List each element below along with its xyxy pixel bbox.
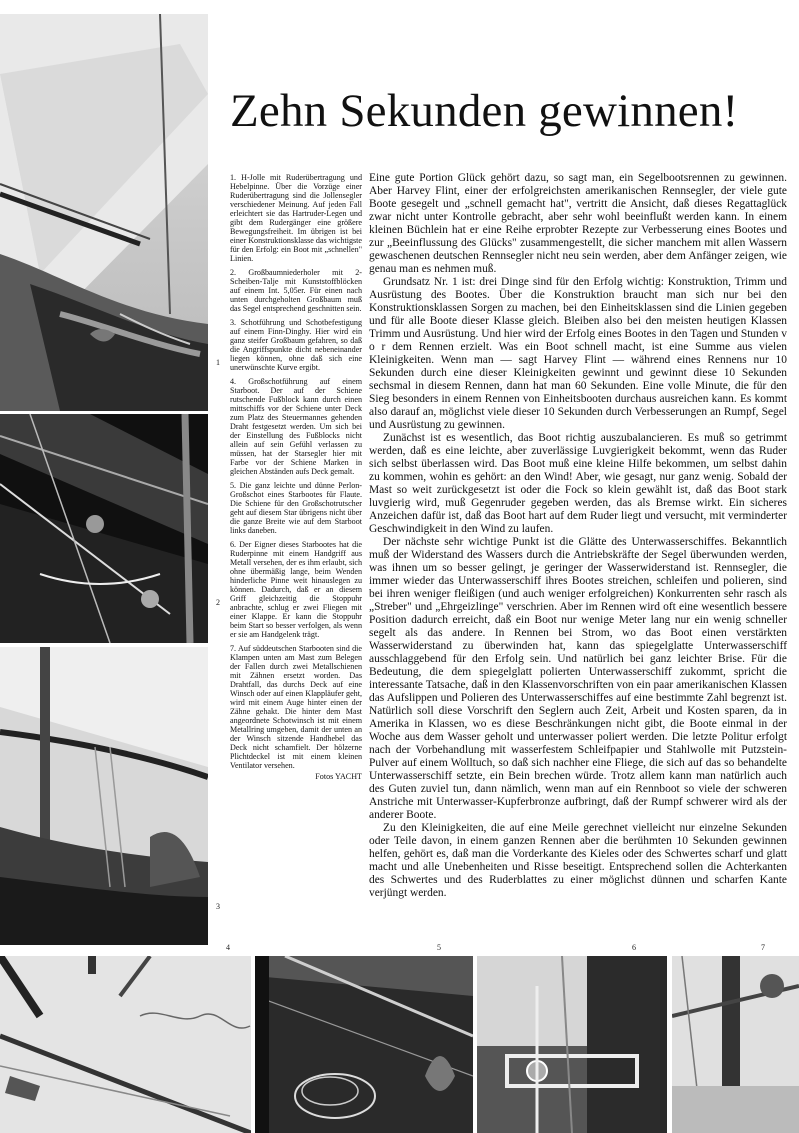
article-title: Zehn Sekunden gewinnen! [230, 85, 739, 137]
photo-number-4: 4 [226, 943, 230, 952]
photo-number-5: 5 [437, 943, 441, 952]
photo-5-perlon-sheet [255, 956, 473, 1133]
photo-number-2: 2 [216, 598, 220, 607]
caption-3: 3. Schotführung und Schotbefestigung auf einem Finn-Dinghy. Hier wird ein ganz steifer Großbaum gefahren, so daß die Angriffspunkte dicht nebeneinander liegen können, ohne daß sich eine unerwünschte Kurve ergibt. [230, 318, 362, 372]
photo-1-h-jolle [0, 14, 208, 411]
caption-2: 2. Großbaumniederholer mit 2-Scheiben-Talje mit Kunststoffblöcken auf einem Int. 5,05er. Für einen nach unten durchgeholten Großbaum muß das Segel entsprechend geschnitten sein. [230, 268, 362, 313]
photo-captions [230, 173, 362, 786]
photo-number-3: 3 [216, 902, 220, 911]
body-paragraph-5: Zu den Kleinigkeiten, die auf eine Meile gerechnet vielleicht nur einzelne Sekunden oder Teile davon, in einem ganzen Rennen aber die berühmten 10 Sekunden gewinnen helfen, gehört es, daß man die Vorderkante des Kieles oder des Schwertes scharf und glatt macht und alle Unebenheiten und Risse beseitigt. Entsprechend sollen die Achterkanten des Schwertes und des Ruderblattes zu einer möglichst dünnen und scharfen Kante verjüngt werden. [369, 822, 787, 899]
caption-6: 6. Der Eigner dieses Starbootes hat die Ruderpinne mit einem Handgriff aus Metall versehen, der es ihm erlaubt, sich ohne übermäßig lange, beim Wenden hinderliche Pinne weit hinauslegen zu können. Dadurch, daß er an diesem Griff gleichzeitig die Stoppuhr anbrachte, schlug er zwei Fliegen mit einer Klappe. Er kann die Stoppuhr beim Start so besser verfolgen, als wenn er sie am Handgelenk trägt. [230, 540, 362, 639]
photo-3-finn-dinghy [0, 647, 208, 945]
photo-4-star-mainsheet [0, 956, 251, 1133]
body-paragraph-1: Eine gute Portion Glück gehört dazu, so sagt man, ein Segelbootsrennen zu gewinnen. Aber Harvey Flint, einer der erfolgreichsten amerikanischen Rennsegler, der viele gute Boote gesegelt und „schnell gemacht hat", vertritt die Ansicht, daß dieses Regattaglück zwar nicht unter Kontrolle gebracht, aber sehr wohl beeinflußt werden kann. In einem kleinen Büchlein hat er eine Reihe erprobter Rezepte zur Verbesserung eines Bootes und zur „Beeinflussung des Glücks" zusammengestellt, die sicher manchem mit allen Wassern gewaschenen deutschen Rennsegler nicht neu sein werden, aber dem Anfänger zeigen, wie genau man es nehmen muß. [369, 172, 787, 275]
body-paragraph-3: Zunächst ist es wesentlich, das Boot richtig auszubalancieren. Es muß so getrimmt werden, daß es eine leichte, aber zuverlässige Luvgierigkeit bekommt, wenn das Ruder sich selbst überlassen wird. Das Boot muß eine kleine Hilfe bekommen, um selbst dahin zu kommen, wohin es gehört: an den Wind! Aber, wie gesagt, nur ganz wenig. Sobald der Mast so weit zurückgesetzt ist oder die Fock so klein gewählt ist, daß das Boot stark luvgierig wird, muß Gegenruder gegeben werden, das als Bremse wirkt. Ein sicheres Anzeichen dafür ist, daß das Boot hart auf dem Ruder liegt und versucht, mit verminderter Geschwindigkeit in den Wind zu laufen. [369, 432, 787, 535]
photo-number-7: 7 [761, 943, 765, 952]
photo-number-1: 1 [216, 358, 220, 367]
caption-1: 1. H-Jolle mit Ruderübertragung und Hebelpinne. Über die Vorzüge einer Ruderübertragung sind die Jollensegler verschiedener Meinung. Auf jeden Fall erleichtert sie das Hartruder-Legen und gibt dem Rudergänger eine größere Bewegungsfreiheit. Im übrigen ist bei einer Konstruktionsklasse das wichtigste für den Erfolg: ein Boot mit „schnellen" Linien. [230, 173, 362, 263]
body-paragraph-4: Der nächste sehr wichtige Punkt ist die Glätte des Unterwasserschiffes. Bekanntlich muß der Widerstand des Wassers durch die Antriebskräfte der Segel überwunden werden, was ihnen um so besser gelingt, je geringer der Wasserwiderstand ist. Rennsegler, die immer wieder das Unterwasserschiff ihres Bootes streichen, schleifen und polieren, sind bei ihren weniger fleißigen (und auch weniger erfolgreichen) Konkurrenten sehr rasch als „Streber" und „Ehrgeizlinge" verschrien. Aber im Rennen wird oft eine wesentlich bessere Position dadurch erreicht, daß ein Boot nur wenige Meter lang nur ein wenig schneller segelt als das andere. In Rennen bei Strom, wo das Boot einen verstärkten Wasserwiderstand zu überwinden hat, kann das spiegelglatte Unterwasserschiff ausschlaggebend für den Erfolg sein. Und natürlich bei ganz leichter Brise. Für die Bedeutung, die dem spiegelglatt polierten Unterwasserschiff zukommt, spricht die interessante Tatsache, daß in den Klassenvorschriften von ein paar amerikanischen Klassen das Aufslippen und Polieren des Unterwasserschiffes auf eine bestimmte Zahl begrenzt ist. Natürlich soll diese Vorschrift den Seglern auch Zeit, Arbeit und Kosten sparen, da in Amerika in Klassen, wo es diese Beschränkungen nicht gibt, die Boote einmal in der Woche aus dem Wasser geholt und unterwasser poliert werden. Die letzte Politur erfolgt nach der Vorbehandlung mit wasserfestem Schleifpapier und Stahlwolle mit Putzstein-Pulver auf einem Wolltuch, so daß sich nachher eine Fliege, die sich auf das so behandelte Unterwasserschiff setzte, ein Bein brechen würde. Trotz allem kann man natürlich auch des Guten zuviel tun, dann nämlich, wenn man auf ein Rennboot so viele der schweren Anstriche mit Unterwasser-Kupferbronze aufbringt, daß der Rumpf schwerer wird als der anderer Boote. [369, 536, 787, 821]
photo-credit: Fotos YACHT [315, 772, 362, 781]
photo-2-boom-vang [0, 414, 208, 643]
photo-number-6: 6 [632, 943, 636, 952]
article-body [369, 172, 787, 900]
caption-5: 5. Die ganz leichte und dünne Perlon-Großschot eines Starbootes für Flaute. Die Schiene für den Großschotrutscher geht auf diesem Star übrigens nicht über die ganze Breite wie auf dem Starboot links daneben. [230, 481, 362, 535]
photo-7-mast-winch [672, 956, 799, 1133]
caption-4: 4. Großschotführung auf einem Starboot. Der auf der Schiene rutschende Fußblock kann durch einen mittschiffs vor der Schiene unter Deck zum Platz des Steuermannes gehenden Draht festgesetzt werden. Um sich bei der Einstellung des Fußblocks nicht allein auf sein Gefühl verlassen zu müssen, hat der Starsegler hier mit Farbe vor der Schiene Marken in gleichen Abständen aufs Deck gemalt. [230, 377, 362, 476]
photo-6-tiller-stopwatch [477, 956, 667, 1133]
caption-7: 7. Auf süddeutschen Starbooten sind die Klampen unten am Mast zum Belegen der Fallen durch zwei Metallschienen mit Zähnen ersetzt worden. Das Drahtfall, das durchs Deck auf eine Winsch oder auf einen Klappläufer geht, wird mit einem Auge hinter einen der Zähne gehakt. Die hinter dem Mast angeordnete Schotwinsch ist mit einem Metallring umgeben, damit der unten an der Winsch sitzende Handhebel das Deck nicht schamfielt. Der hölzerne Plichtdeckel ist mit einem kleinen Ventilator versehen. [230, 644, 362, 770]
body-paragraph-2: Grundsatz Nr. 1 ist: drei Dinge sind für den Erfolg wichtig: Konstruktion, Trimm und Ausrüstung des Bootes. Über die Konstruktion braucht man sich nur bei den Konstruktionsklassen Sorgen zu machen, bei den Einheitsklassen sind die Linien gegeben und für alle Boote dieser Klasse gleich. Bleiben also bei den meisten heutigen Klassen Trimm und Ausrüstung. Und hier wird der Erfolg eines Bootes in den Tagen und Stunden v o r dem Rennen erzielt. Was ein Boot schnell macht, ist eine Summe aus vielen Kleinigkeiten. Wenn man — sagt Harvey Flint — während eines Rennens nur 10 Sekunden durch eine dieser Kleinigkeiten gewinnt und gewinnt diese 10 Sekunden sechsmal in diesem Rennen, dann hat man 60 Sekunden. Eine volle Minute, die für den Sieg besonders in einem Rennen von Einheitsbooten durchaus ausreichen kann. Es kommt also darauf an, möglichst viele dieser 10 Sekunden durch Verbesserungen an Rumpf, Segel und Ausrüstung zu gewinnen. [369, 276, 787, 431]
